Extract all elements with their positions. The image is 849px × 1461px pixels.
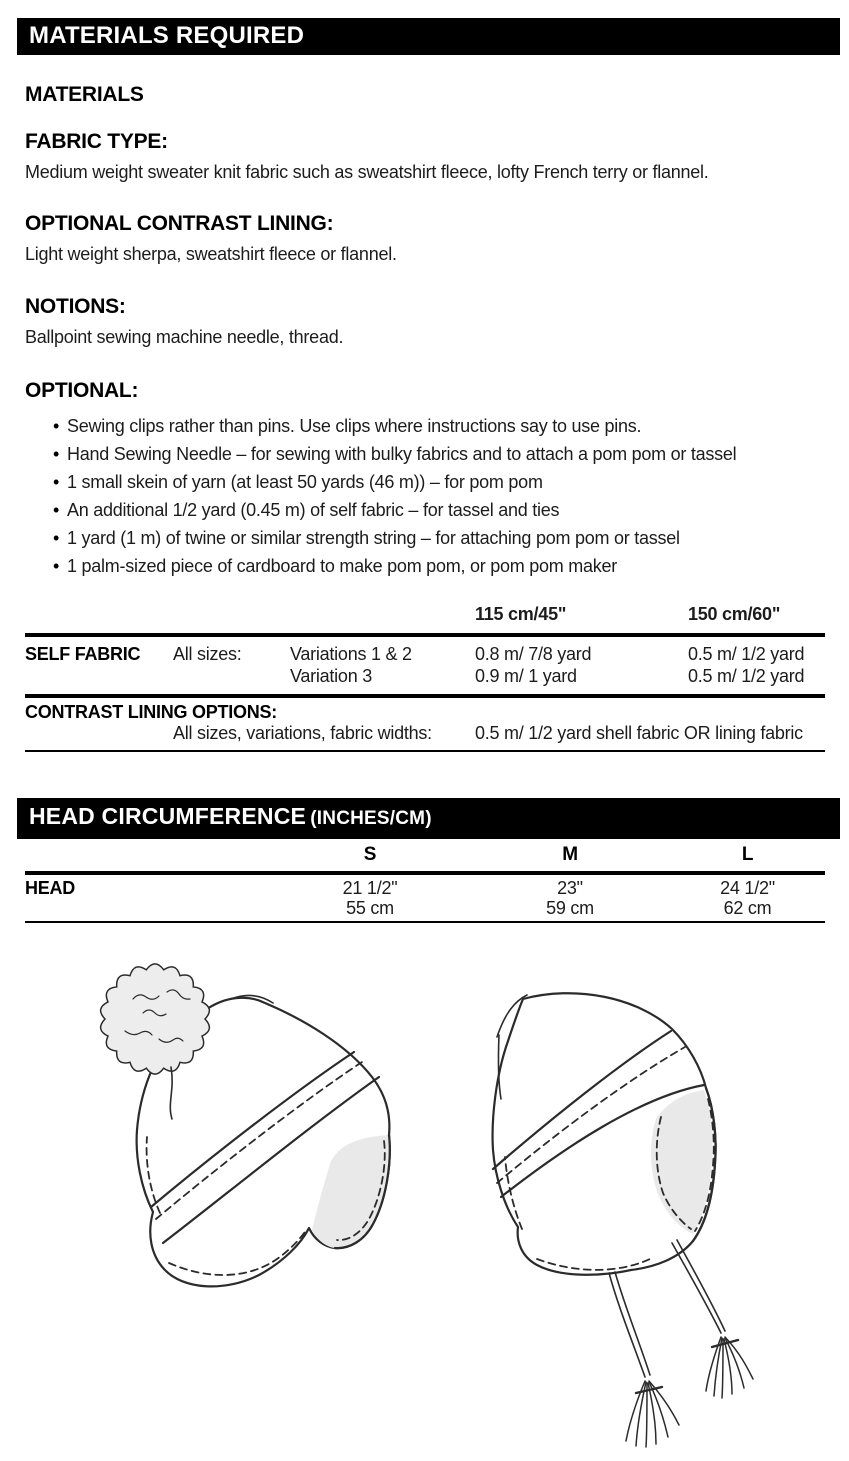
size-header-row bbox=[25, 839, 825, 871]
tassel-tie-hat-illustration bbox=[425, 947, 844, 1461]
materials-heading: MATERIALS bbox=[25, 83, 144, 106]
self-fabric-sizes: All sizes: bbox=[173, 644, 242, 664]
pom-pom-hat-illustration bbox=[55, 947, 440, 1337]
variation-1-2-label: Variations 1 & 2 bbox=[290, 644, 412, 664]
yardage-value: 0.9 m/ 1 yard bbox=[475, 666, 577, 686]
inches-value: 23" bbox=[557, 878, 583, 898]
yardage-table bbox=[25, 604, 825, 752]
contrast-options-value: 0.5 m/ 1/2 yard shell fabric OR lining fabric bbox=[475, 723, 803, 743]
self-fabric-label: SELF FABRIC bbox=[25, 644, 141, 664]
table-rule bbox=[25, 921, 825, 923]
inches-value: 24 1/2" bbox=[720, 878, 775, 898]
tie-left bbox=[609, 1272, 650, 1377]
size-header-m: M bbox=[562, 844, 578, 865]
yardage-150-cell bbox=[688, 643, 825, 687]
contrast-options-label: CONTRAST LINING OPTIONS: bbox=[25, 702, 277, 722]
fabric-type-body: Medium weight sweater knit fabric such as sweatshirt fleece, lofty French terry or flannel. bbox=[25, 162, 709, 182]
table-rule bbox=[25, 750, 825, 752]
cm-value: 59 cm bbox=[546, 898, 594, 918]
self-fabric-row bbox=[25, 637, 825, 694]
tassel-left bbox=[626, 1381, 679, 1447]
size-header-l: L bbox=[741, 844, 754, 865]
head-size-s-cell bbox=[270, 878, 470, 918]
cm-value: 62 cm bbox=[723, 898, 772, 918]
contrast-lining-options-row bbox=[25, 698, 825, 750]
yardage-value: 0.5 m/ 1/2 yard bbox=[688, 644, 805, 664]
yardage-115-cell bbox=[475, 643, 688, 687]
bullet-item: • 1 palm-sized piece of cardboard to make pom pom, or pom pom maker bbox=[67, 552, 825, 580]
head-circumference-title: HEAD CIRCUMFERENCE bbox=[29, 803, 307, 829]
contrast-lining-heading: OPTIONAL CONTRAST LINING: bbox=[25, 212, 334, 235]
tassel-right bbox=[706, 1337, 753, 1398]
head-size-l-cell bbox=[670, 878, 825, 918]
yardage-value: 0.8 m/ 7/8 yard bbox=[475, 644, 592, 664]
notions-heading: NOTIONS: bbox=[25, 295, 126, 318]
head-size-m-cell bbox=[470, 878, 670, 918]
head-circumference-title-bar bbox=[17, 798, 840, 839]
notions-body: Ballpoint sewing machine needle, thread. bbox=[25, 327, 344, 347]
yardage-header-row bbox=[25, 604, 825, 633]
bullet-item: • 1 small skein of yarn (at least 50 yards (46 m)) – for pom pom bbox=[67, 468, 825, 496]
head-row-label: HEAD bbox=[25, 878, 76, 898]
yardage-value: 0.5 m/ 1/2 yard bbox=[688, 666, 805, 686]
bullet-item: • 1 yard (1 m) of twine or similar strength string – for attaching pom pom or tassel bbox=[67, 524, 825, 552]
optional-bullet-list bbox=[25, 412, 825, 580]
contrast-options-scope: All sizes, variations, fabric widths: bbox=[173, 723, 432, 743]
size-header-s: S bbox=[363, 844, 377, 865]
cm-value: 55 cm bbox=[346, 898, 394, 918]
variation-cell bbox=[290, 643, 475, 687]
head-measurements-row bbox=[25, 875, 825, 921]
page-title-bar bbox=[17, 18, 840, 55]
bullet-item: • Hand Sewing Needle – for sewing with bulky fabrics and to attach a pom pom or tassel bbox=[67, 440, 825, 468]
page-title: MATERIALS REQUIRED bbox=[29, 22, 305, 49]
head-circumference-units: (INCHES/CM) bbox=[310, 808, 432, 829]
inches-value: 21 1/2" bbox=[342, 878, 398, 898]
fabric-width-header-150: 150 cm/60" bbox=[688, 604, 781, 624]
head-size-table bbox=[25, 839, 825, 923]
contrast-lining-body: Light weight sherpa, sweatshirt fleece or flannel. bbox=[25, 244, 397, 264]
variation-3-label: Variation 3 bbox=[290, 666, 372, 686]
hat-illustrations bbox=[25, 947, 825, 1461]
hat-body bbox=[493, 993, 716, 1275]
bullet-item: • An additional 1/2 yard (0.45 m) of self fabric – for tassel and ties bbox=[67, 496, 825, 524]
fabric-type-heading: FABRIC TYPE: bbox=[25, 130, 168, 153]
bullet-item: • Sewing clips rather than pins. Use clips where instructions say to use pins. bbox=[67, 412, 825, 440]
fabric-width-header-115: 115 cm/45" bbox=[475, 604, 567, 624]
optional-heading: OPTIONAL: bbox=[25, 379, 139, 402]
